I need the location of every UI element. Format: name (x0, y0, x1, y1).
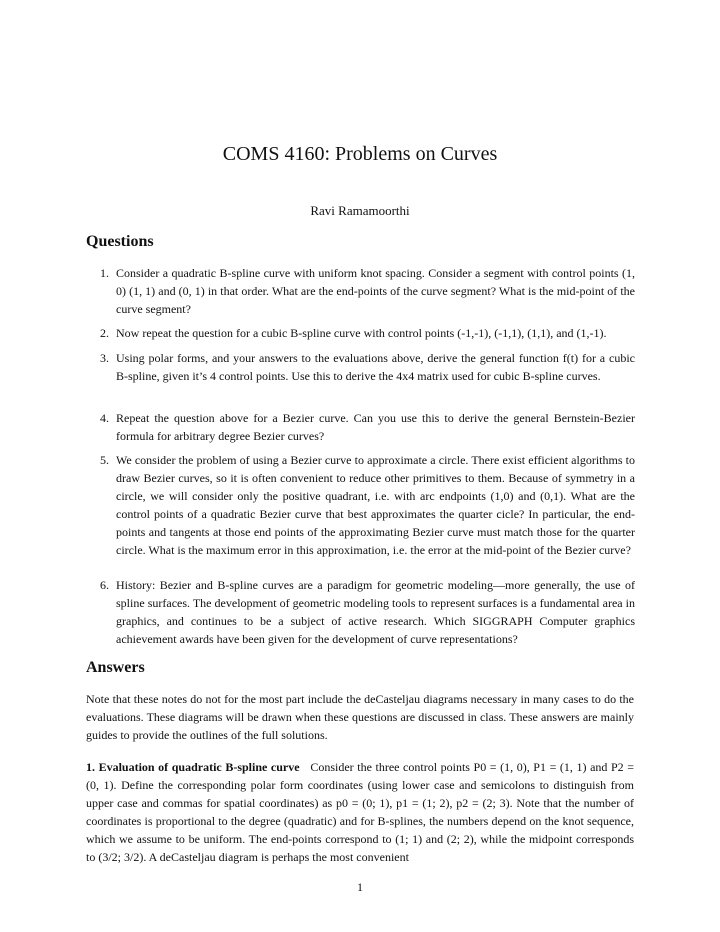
answers-heading: Answers (86, 659, 145, 676)
answer-1 (86, 758, 634, 866)
question-text: Consider a quadratic B-spline curve with uniform knot spacing. Consider a segment with control points (1, 0) (1, 1) and (0, 1) in that order. What are the end-points of the curve segment? What is the mid-point of the curve segment? (116, 266, 635, 316)
question-number: 2. (100, 326, 109, 340)
question-number: 4. (100, 411, 109, 425)
question-text: We consider the problem of using a Bezier curve to approximate a circle. There exist efficient algorithms to draw Bezier curves, so it is often convenient to reduce other primitives to them. Because of symmetry in a circle, we will consider only the positive quadrant, i.e. with arc endpoints (1,0) and (0,1). What are the control points of a quadratic Bezier curve that best approximates the quarter cicle? In particular, the end-points and tangents at those end points of the approximating Bezier curve must match those for the quarter circle. What is the maximum error in this approximation, i.e. the error at the mid-point of the Bezier curve? (116, 453, 635, 557)
answer-1-text: Consider the three control points P0 = (1, 0), P1 = (1, 1) and P2 = (0, 1). Define the corresponding polar form coordinates (using lower case and semicolons to distinguish from upper case and commas for spatial coordinates) as p0 = (0; 1), p1 = (1; 2), p2 = (2; 3). Note that the number of coordinates is proportional to the degree (quadratic) and for B-splines, the numbers depend on the knot sequence, which we assume to be uniform. The end-points correspond to (1; 1) and (2; 2), while the midpoint corresponds to (3/2; 3/2). A deCasteljau diagram is perhaps the most convenient (86, 760, 635, 864)
question-number: 3. (100, 351, 109, 365)
question-number: 6. (100, 578, 109, 592)
answers-intro: Note that these notes do not for the most part include the deCasteljau diagrams necessary in many cases to do the evaluations. These diagrams will be drawn when these questions are discussed in class. These answers are mainly guides to provide the outlines of the full solutions. (86, 692, 634, 742)
question-number: 1. (100, 266, 109, 280)
question-text: Now repeat the question for a cubic B-spline curve with control points (-1,-1), (-1,1), (1,1), and (1,-1). (116, 326, 607, 340)
page-number: 1 (357, 880, 363, 894)
page-title: COMS 4160: Problems on Curves (222, 143, 498, 165)
question-text: Using polar forms, and your answers to the evaluations above, derive the general function f(t) for a cubic B-spline, given it’s 4 control points. Use this to derive the 4x4 matrix used for cubic B-spline curves. (116, 351, 635, 383)
question-text: Repeat the question above for a Bezier curve. Can you use this to derive the general Bernstein-Bezier formula for arbitrary degree Bezier curves? (116, 411, 635, 443)
answer-1-heading: 1. Evaluation of quadratic B-spline curve (86, 760, 300, 774)
author-name: Ravi Ramamoorthi (310, 203, 410, 218)
question-number: 5. (100, 453, 109, 467)
question-text: History: Bezier and B-spline curves are a paradigm for geometric modeling—more generally, the use of spline surfaces. The development of geometric modeling tools to represent surfaces is a fundamental area in graphics, and continues to be a subject of active research. Which SIGGRAPH Computer graphics achievement awards have been given for the development of curve representations? (116, 578, 635, 646)
questions-heading: Questions (86, 233, 154, 250)
